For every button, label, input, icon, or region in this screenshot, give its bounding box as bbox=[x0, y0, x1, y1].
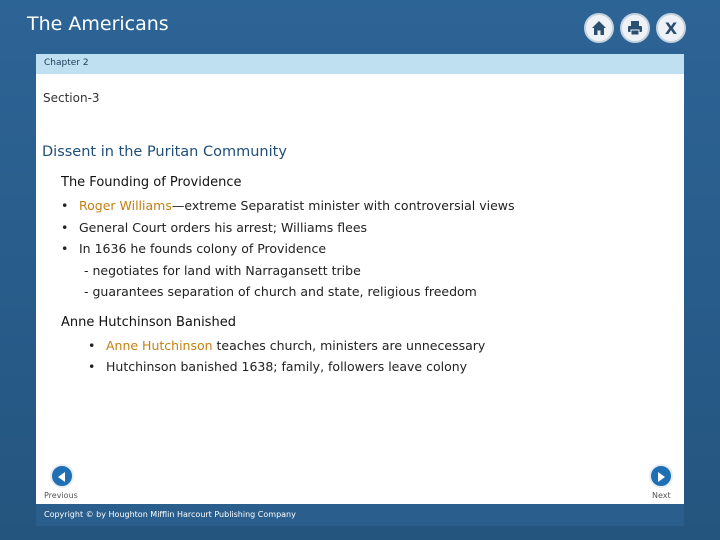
bullet-icon: • bbox=[61, 198, 69, 213]
list-item-text: In 1636 he founds colony of Providence bbox=[79, 241, 327, 256]
hutchinson-title: Anne Hutchinson Banished bbox=[61, 315, 236, 330]
app-title: The Americans bbox=[27, 13, 169, 35]
slide-heading: Dissent in the Puritan Community bbox=[42, 144, 287, 160]
sub-item: - guarantees separation of church and state, religious freedom bbox=[84, 284, 477, 299]
bullet-icon: • bbox=[88, 338, 96, 353]
highlight-term: Roger Williams bbox=[79, 198, 172, 213]
list-item-text: teaches church, ministers are unnecessary bbox=[212, 338, 486, 353]
next-button[interactable] bbox=[649, 464, 673, 488]
print-button[interactable] bbox=[620, 13, 650, 43]
list-item bbox=[88, 359, 467, 374]
slide-content bbox=[36, 74, 684, 504]
print-icon bbox=[627, 20, 643, 36]
arrow-left-icon bbox=[57, 467, 67, 486]
list-item bbox=[61, 241, 326, 256]
sub-item: - negotiates for land with Narragansett tribe bbox=[84, 263, 361, 278]
highlight-term: Anne Hutchinson bbox=[106, 338, 213, 353]
close-icon: X bbox=[664, 18, 678, 38]
footer-bar bbox=[36, 504, 684, 526]
list-item bbox=[61, 220, 367, 235]
list-item-text: Hutchinson banished 1638; family, followers leave colony bbox=[106, 359, 468, 374]
previous-button[interactable] bbox=[50, 464, 74, 488]
bullet-icon: • bbox=[61, 220, 69, 235]
list-item bbox=[88, 338, 485, 353]
list-item bbox=[61, 198, 515, 213]
bullet-icon: • bbox=[61, 241, 69, 256]
arrow-right-icon bbox=[656, 467, 666, 486]
bullet-icon: • bbox=[88, 359, 96, 374]
chapter-bar bbox=[36, 54, 684, 74]
previous-label[interactable]: Previous bbox=[44, 491, 78, 500]
next-label[interactable]: Next bbox=[652, 491, 671, 500]
providence-title: The Founding of Providence bbox=[61, 175, 242, 190]
list-item-text: —extreme Separatist minister with controversial views bbox=[171, 198, 515, 213]
home-button[interactable] bbox=[584, 13, 614, 43]
copyright-text: Copyright © by Houghton Mifflin Harcourt Publishing Company bbox=[44, 510, 296, 519]
close-button[interactable] bbox=[656, 13, 686, 43]
chapter-label: Chapter 2 bbox=[44, 58, 89, 68]
list-item-text: General Court orders his arrest; Williams flees bbox=[79, 220, 368, 235]
section-label: Section-3 bbox=[43, 91, 100, 105]
home-icon bbox=[591, 20, 607, 36]
